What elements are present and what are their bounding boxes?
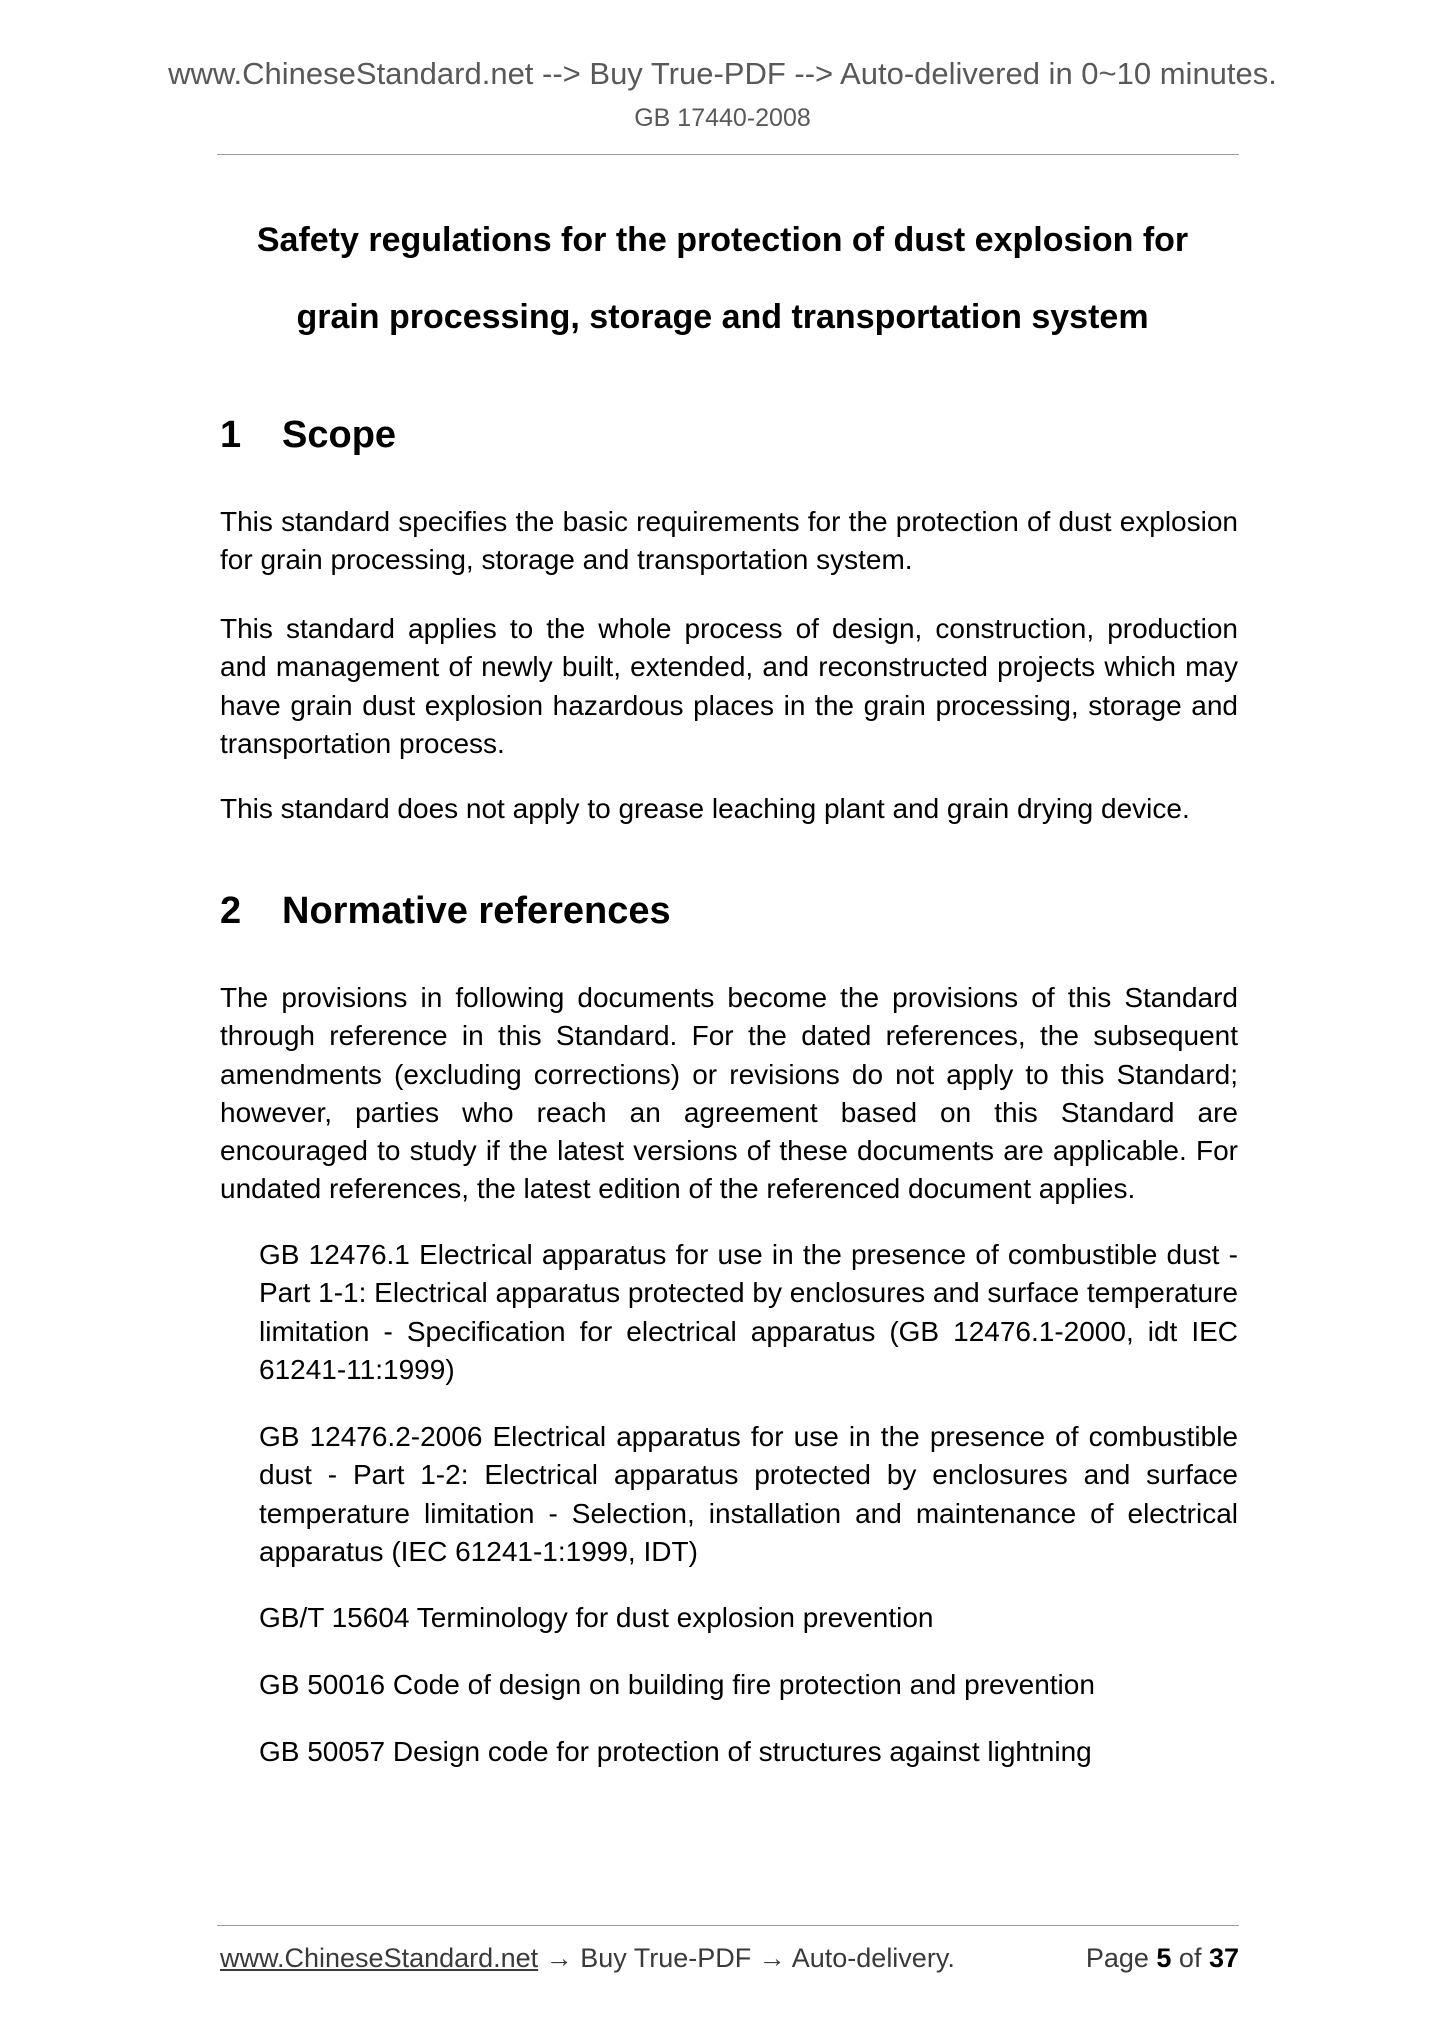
reference-item: GB 50016 Code of design on building fire protection and prevention — [259, 1669, 1095, 1700]
section-heading-scope — [220, 416, 396, 454]
footer-promo-text: → Buy True-PDF → Auto-delivery. — [538, 1943, 955, 1973]
section-title: Normative references — [282, 890, 671, 932]
current-page: 5 — [1156, 1943, 1172, 1973]
page-of-label: of — [1171, 1943, 1209, 1973]
total-pages: 37 — [1208, 1943, 1239, 1973]
section-title: Scope — [282, 414, 397, 456]
footer-site-link[interactable]: www.ChineseStandard.net — [220, 1943, 539, 1973]
footer-promo — [220, 1945, 955, 1972]
section-heading-normative-references — [220, 892, 671, 930]
header-divider — [217, 154, 1239, 155]
page-number — [1086, 1945, 1239, 1972]
reference-item: GB 50057 Design code for protection of structures against lightning — [259, 1736, 1092, 1767]
reference-item: GB/T 15604 Terminology for dust explosion prevention — [259, 1602, 934, 1633]
section-number: 2 — [220, 890, 242, 932]
scope-paragraph: This standard does not apply to grease leaching plant and grain drying device. — [220, 793, 1190, 824]
page-label: Page — [1085, 1943, 1157, 1973]
scope-paragraph: This standard specifies the basic requirements for the protection of dust explosion for grain processing, storage and transportation system. — [220, 506, 1238, 576]
scope-paragraph: This standard applies to the whole process of design, construction, production and management of newly built, extended, and reconstructed projects which may have grain dust explosion hazardous places in the grain processing, storage and transportation process. — [220, 613, 1238, 759]
reference-item: GB 12476.2-2006 Electrical apparatus for use in the presence of combustible dust - Part 1-2: Electrical apparatus protected by enclosures and surface temperature limitation - Selection, installation and maintenance of electrical apparatus (IEC 61241-1:1999, IDT) — [259, 1421, 1238, 1567]
header-promo-line: www.ChineseStandard.net --> Buy True-PDF --> Auto-delivered in 0~10 minutes. — [168, 56, 1277, 91]
reference-item: GB 12476.1 Electrical apparatus for use in the presence of combustible dust - Part 1-1: Electrical apparatus protected by enclosures and surface temperature limitation - Specification for electrical apparatus (GB 12476.1-2000, idt IEC 61241-11:1999) — [259, 1239, 1238, 1385]
references-intro-paragraph: The provisions in following documents become the provisions of this Standard through reference in this Standard. For the dated references, the subsequent amendments (excluding corrections) or revisions do not apply to this Standard; however, parties who reach an agreement based on this Standard are encouraged to study if the latest versions of these documents are applicable. For undated references, the latest edition of the referenced document applies. — [220, 982, 1238, 1205]
document-title-line-2: grain processing, storage and transportation system — [296, 298, 1149, 336]
footer-divider — [217, 1925, 1239, 1926]
header-standard-number: GB 17440-2008 — [634, 104, 811, 132]
section-number: 1 — [220, 414, 242, 456]
document-title-line-1: Safety regulations for the protection of dust explosion for — [256, 221, 1189, 259]
